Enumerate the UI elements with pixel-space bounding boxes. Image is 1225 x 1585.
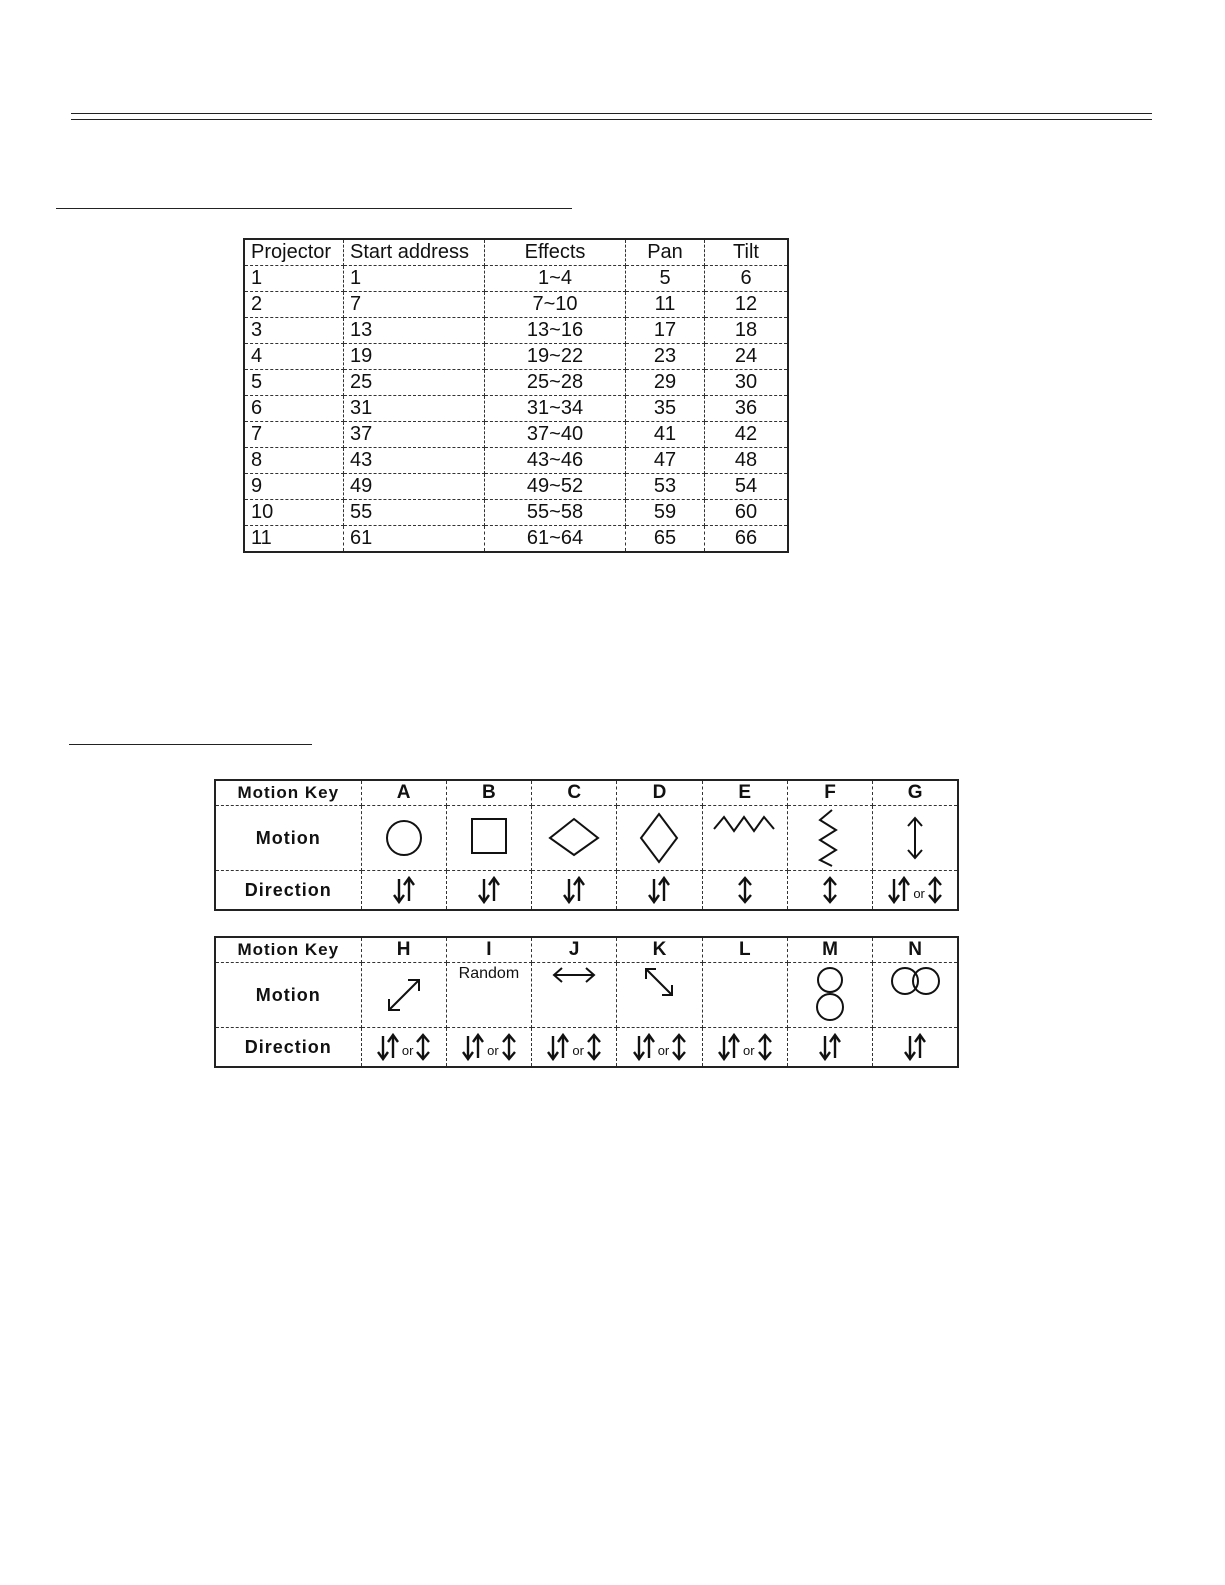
or-text: or (742, 1043, 755, 1059)
cell-pan: 11 (626, 292, 705, 318)
direction-icon (670, 1038, 688, 1055)
random-label: Random (458, 965, 520, 982)
cell-projector: 3 (244, 318, 344, 344)
cell-tilt: 18 (705, 318, 789, 344)
cell-pan: 35 (626, 396, 705, 422)
zigzag-vertical-icon (810, 808, 850, 868)
cell-effects: 31~34 (485, 396, 626, 422)
direction-icon (926, 881, 944, 898)
up-down-double-arrow-icon (756, 1032, 774, 1062)
direction-f-cell (787, 871, 872, 911)
or-text: or (487, 1043, 499, 1059)
table-row (244, 422, 788, 448)
key-b: B (446, 780, 531, 806)
direction-c-cell (532, 871, 617, 911)
cell-start-address: 19 (344, 344, 485, 370)
up-down-double-arrow-icon (585, 1032, 603, 1062)
cell-effects: 49~52 (485, 474, 626, 500)
section-1-underline (56, 208, 572, 209)
cell-start-address: 7 (344, 292, 485, 318)
col-header-projector: Projector (244, 239, 344, 266)
key-d: D (617, 780, 702, 806)
up-down-double-arrow-icon (736, 875, 754, 905)
table-row (244, 344, 788, 370)
direction-icon (736, 881, 754, 898)
direction-icon (414, 1038, 432, 1055)
up-down-double-arrow-icon (926, 875, 944, 905)
or-text: or (401, 1043, 414, 1059)
direction-icon (886, 881, 912, 898)
motion-key-label: Motion Key (215, 780, 361, 806)
direction-icon (545, 1038, 571, 1055)
cell-effects: 7~10 (485, 292, 626, 318)
cell-start-address: 61 (344, 526, 485, 553)
key-j: J (532, 937, 617, 963)
motion-row (215, 963, 958, 1028)
square-icon (464, 813, 514, 863)
motion-h-cell (361, 963, 446, 1028)
direction-b-cell (446, 871, 531, 911)
cell-tilt: 42 (705, 422, 789, 448)
direction-k-cell (617, 1028, 702, 1068)
key-m: M (787, 937, 872, 963)
cell-tilt: 36 (705, 396, 789, 422)
direction-icon (585, 1038, 603, 1055)
down-up-arrows-icon (716, 1032, 742, 1062)
cell-tilt: 48 (705, 448, 789, 474)
down-up-arrows-icon (886, 875, 912, 905)
cell-tilt: 66 (705, 526, 789, 553)
or-text: or (657, 1043, 670, 1059)
cell-effects: 61~64 (485, 526, 626, 553)
motion-i-cell (446, 963, 531, 1028)
up-down-double-arrow-icon (500, 1032, 518, 1062)
motion-key-row (215, 780, 958, 806)
table-row (244, 396, 788, 422)
cell-pan: 17 (626, 318, 705, 344)
motion-d-cell (617, 806, 702, 871)
direction-icon (375, 1038, 401, 1055)
direction-icon (631, 1038, 657, 1055)
cell-effects: 25~28 (485, 370, 626, 396)
motion-c-cell (532, 806, 617, 871)
motion-b-cell (446, 806, 531, 871)
table-row (244, 526, 788, 553)
direction-icon (817, 1038, 843, 1055)
direction-j-cell (532, 1028, 617, 1068)
cell-pan: 29 (626, 370, 705, 396)
col-header-start-address: Start address (344, 239, 485, 266)
up-down-double-arrow-icon (414, 1032, 432, 1062)
projector-address-table (243, 238, 789, 553)
key-k: K (617, 937, 702, 963)
motion-n-cell (873, 963, 958, 1028)
down-up-arrows-icon (375, 1032, 401, 1062)
direction-icon (756, 1038, 774, 1055)
table-row (244, 370, 788, 396)
motion-label: Motion (215, 963, 361, 1028)
header-rule-bottom (71, 119, 1152, 120)
cell-start-address: 31 (344, 396, 485, 422)
cell-start-address: 43 (344, 448, 485, 474)
diamond-tall-icon (634, 810, 684, 866)
cell-tilt: 12 (705, 292, 789, 318)
direction-icon (460, 1038, 486, 1055)
down-up-arrows-icon (646, 875, 672, 905)
cell-start-address: 1 (344, 266, 485, 292)
motion-label: Motion (215, 806, 361, 871)
header-rule-top (71, 113, 1152, 114)
cell-tilt: 60 (705, 500, 789, 526)
motion-k-cell (617, 963, 702, 1028)
key-f: F (787, 780, 872, 806)
horizontal-double-arrow-icon (549, 963, 599, 987)
cell-pan: 53 (626, 474, 705, 500)
direction-label: Direction (215, 871, 361, 911)
cell-tilt: 30 (705, 370, 789, 396)
table-header-row (244, 239, 788, 266)
direction-icon (476, 881, 502, 898)
key-n: N (873, 937, 958, 963)
cell-pan: 41 (626, 422, 705, 448)
table-row (244, 448, 788, 474)
vertical-double-arrow-icon (900, 813, 930, 863)
motion-key-label: Motion Key (215, 937, 361, 963)
key-c: C (532, 780, 617, 806)
motion-f-cell (787, 806, 872, 871)
down-up-arrows-icon (545, 1032, 571, 1062)
cell-projector: 2 (244, 292, 344, 318)
table-row (244, 266, 788, 292)
direction-icon (902, 1038, 928, 1055)
direction-h-cell (361, 1028, 446, 1068)
direction-label: Direction (215, 1028, 361, 1068)
table-row (244, 500, 788, 526)
motion-a-cell (361, 806, 446, 871)
cell-effects: 37~40 (485, 422, 626, 448)
cell-start-address: 13 (344, 318, 485, 344)
up-down-double-arrow-icon (821, 875, 839, 905)
motion-key-table-2 (214, 936, 959, 1068)
motion-l-cell (702, 963, 787, 1028)
up-down-double-arrow-icon (670, 1032, 688, 1062)
cell-projector: 11 (244, 526, 344, 553)
key-l: L (702, 937, 787, 963)
or-text: or (913, 886, 925, 902)
diagonal-double-arrow-icon (379, 970, 429, 1020)
cell-start-address: 25 (344, 370, 485, 396)
direction-icon (500, 1038, 518, 1055)
key-e: E (702, 780, 787, 806)
cell-projector: 4 (244, 344, 344, 370)
col-header-pan: Pan (626, 239, 705, 266)
col-header-effects: Effects (485, 239, 626, 266)
direction-d-cell (617, 871, 702, 911)
motion-g-cell (873, 806, 958, 871)
motion-key-row (215, 937, 958, 963)
cell-projector: 6 (244, 396, 344, 422)
motion-j-cell (532, 963, 617, 1028)
table-row (244, 474, 788, 500)
direction-l-cell (702, 1028, 787, 1068)
down-up-arrows-icon (460, 1032, 486, 1062)
col-header-tilt: Tilt (705, 239, 789, 266)
direction-a-cell (361, 871, 446, 911)
key-h: H (361, 937, 446, 963)
direction-n-cell (873, 1028, 958, 1068)
key-i: I (446, 937, 531, 963)
cell-pan: 47 (626, 448, 705, 474)
cell-start-address: 49 (344, 474, 485, 500)
section-2-underline (69, 744, 312, 745)
cell-effects: 13~16 (485, 318, 626, 344)
direction-row (215, 1028, 958, 1068)
direction-m-cell (787, 1028, 872, 1068)
cell-pan: 5 (626, 266, 705, 292)
cell-projector: 8 (244, 448, 344, 474)
motion-m-cell (787, 963, 872, 1028)
direction-e-cell (702, 871, 787, 911)
direction-icon (561, 881, 587, 898)
direction-i-cell (446, 1028, 531, 1068)
figure-eight-vertical-icon (810, 964, 850, 1026)
circle-icon (379, 813, 429, 863)
down-up-arrows-icon (631, 1032, 657, 1062)
cell-tilt: 54 (705, 474, 789, 500)
table-row (244, 318, 788, 344)
cell-effects: 55~58 (485, 500, 626, 526)
direction-icon (716, 1038, 742, 1055)
table-row (244, 292, 788, 318)
down-up-arrows-icon (902, 1032, 928, 1062)
cell-pan: 65 (626, 526, 705, 553)
or-text: or (572, 1043, 584, 1059)
direction-icon (821, 881, 839, 898)
cell-projector: 9 (244, 474, 344, 500)
key-a: A (361, 780, 446, 806)
direction-icon (391, 881, 417, 898)
down-up-arrows-icon (817, 1032, 843, 1062)
diamond-wide-icon (544, 813, 604, 863)
cell-start-address: 55 (344, 500, 485, 526)
direction-g-cell (873, 871, 958, 911)
motion-key-table-1 (214, 779, 959, 911)
motion-row (215, 806, 958, 871)
down-up-arrows-icon (561, 875, 587, 905)
cell-effects: 43~46 (485, 448, 626, 474)
cell-projector: 1 (244, 266, 344, 292)
direction-row (215, 871, 958, 911)
figure-eight-horizontal-icon (885, 963, 945, 999)
key-g: G (873, 780, 958, 806)
cell-pan: 59 (626, 500, 705, 526)
down-up-arrows-icon (476, 875, 502, 905)
zigzag-horizontal-icon (710, 813, 780, 863)
motion-e-cell (702, 806, 787, 871)
cell-projector: 7 (244, 422, 344, 448)
diagonal-arrow-icon (634, 963, 684, 1003)
cell-tilt: 24 (705, 344, 789, 370)
down-up-arrows-icon (391, 875, 417, 905)
cell-pan: 23 (626, 344, 705, 370)
cell-start-address: 37 (344, 422, 485, 448)
cell-projector: 5 (244, 370, 344, 396)
cell-projector: 10 (244, 500, 344, 526)
direction-icon (646, 881, 672, 898)
cell-effects: 1~4 (485, 266, 626, 292)
cell-tilt: 6 (705, 266, 789, 292)
cell-effects: 19~22 (485, 344, 626, 370)
